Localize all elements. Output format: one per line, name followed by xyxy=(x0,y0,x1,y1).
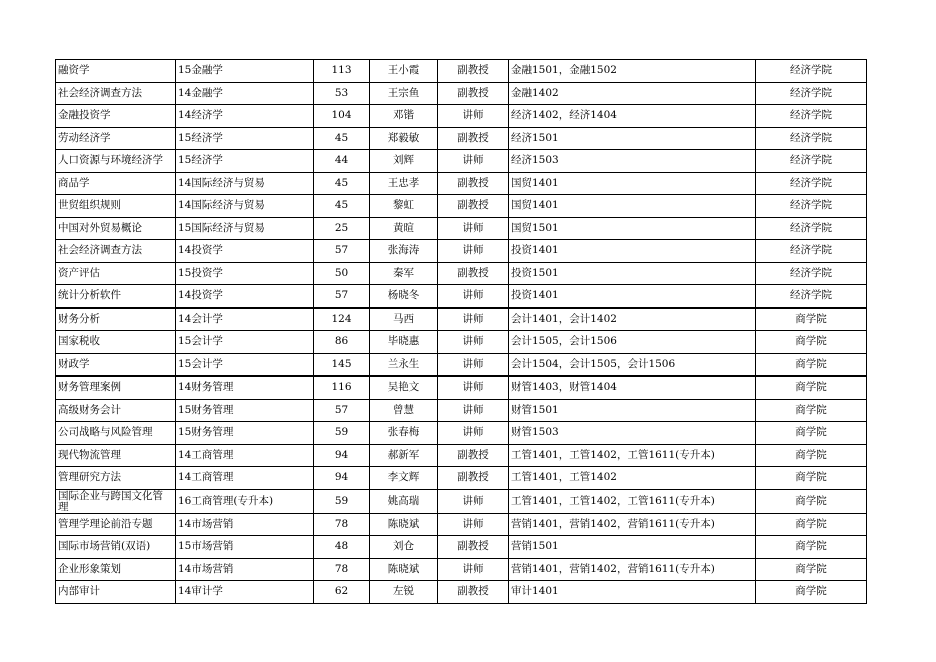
classes-cell: 财管1503 xyxy=(509,422,756,445)
classes-cell: 审计1401 xyxy=(509,581,756,604)
class-group-cell: 14市场营销 xyxy=(176,513,314,536)
class-group-cell: 14金融学 xyxy=(176,82,314,105)
table-row xyxy=(56,581,867,604)
classes-cell: 会计1401，会计1402 xyxy=(509,308,756,331)
classes-cell: 经济1402，经济1404 xyxy=(509,105,756,128)
course-name-cell: 资产评估 xyxy=(56,262,176,285)
classes-cell: 工管1401，工管1402 xyxy=(509,467,756,490)
classes-cell: 国贸1401 xyxy=(509,195,756,218)
table-row xyxy=(56,376,867,399)
student-count-cell: 86 xyxy=(314,331,370,354)
teacher-title-cell: 讲师 xyxy=(438,558,509,581)
course-name-cell: 财务分析 xyxy=(56,308,176,331)
course-name-cell: 财政学 xyxy=(56,353,176,376)
table-row xyxy=(56,82,867,105)
classes-cell: 投资1401 xyxy=(509,240,756,263)
student-count-cell: 59 xyxy=(314,422,370,445)
student-count-cell: 145 xyxy=(314,353,370,376)
teacher-cell: 郝新军 xyxy=(370,444,438,467)
teacher-cell: 黄暄 xyxy=(370,217,438,240)
teacher-title-cell: 副教授 xyxy=(438,536,509,559)
course-name-cell: 公司战略与风险管理 xyxy=(56,422,176,445)
college-cell: 经济学院 xyxy=(756,262,867,285)
college-cell: 经济学院 xyxy=(756,172,867,195)
course-name-cell: 财务管理案例 xyxy=(56,376,176,399)
class-group-cell: 15经济学 xyxy=(176,150,314,173)
class-group-cell: 14经济学 xyxy=(176,105,314,128)
college-cell: 商学院 xyxy=(756,467,867,490)
college-cell: 经济学院 xyxy=(756,127,867,150)
teacher-cell: 毕晓惠 xyxy=(370,331,438,354)
classes-cell: 金融1402 xyxy=(509,82,756,105)
classes-cell: 经济1501 xyxy=(509,127,756,150)
class-group-cell: 14工商管理 xyxy=(176,467,314,490)
class-group-cell: 14国际经济与贸易 xyxy=(176,195,314,218)
teacher-title-cell: 讲师 xyxy=(438,331,509,354)
teacher-title-cell: 副教授 xyxy=(438,82,509,105)
teacher-cell: 陈晓斌 xyxy=(370,558,438,581)
classes-cell: 财管1501 xyxy=(509,399,756,422)
student-count-cell: 62 xyxy=(314,581,370,604)
teacher-cell: 王忠孝 xyxy=(370,172,438,195)
course-name-cell: 商品学 xyxy=(56,172,176,195)
student-count-cell: 78 xyxy=(314,513,370,536)
student-count-cell: 57 xyxy=(314,240,370,263)
college-cell: 经济学院 xyxy=(756,60,867,83)
teacher-title-cell: 讲师 xyxy=(438,489,509,513)
college-cell: 商学院 xyxy=(756,444,867,467)
teacher-title-cell: 副教授 xyxy=(438,581,509,604)
course-name-cell: 社会经济调查方法 xyxy=(56,82,176,105)
college-cell: 商学院 xyxy=(756,331,867,354)
college-cell: 经济学院 xyxy=(756,82,867,105)
table-row xyxy=(56,308,867,331)
teacher-title-cell: 讲师 xyxy=(438,217,509,240)
teacher-title-cell: 讲师 xyxy=(438,105,509,128)
course-name-cell: 企业形象策划 xyxy=(56,558,176,581)
table-row xyxy=(56,513,867,536)
student-count-cell: 44 xyxy=(314,150,370,173)
classes-cell: 营销1401，营销1402，营销1611(专升本) xyxy=(509,558,756,581)
college-cell: 经济学院 xyxy=(756,105,867,128)
table-row xyxy=(56,444,867,467)
teacher-cell: 李文辉 xyxy=(370,467,438,490)
table-row xyxy=(56,489,867,513)
table-row xyxy=(56,422,867,445)
course-name-cell: 国家税收 xyxy=(56,331,176,354)
class-group-cell: 14工商管理 xyxy=(176,444,314,467)
course-name-cell: 社会经济调查方法 xyxy=(56,240,176,263)
classes-cell: 财管1403，财管1404 xyxy=(509,376,756,399)
class-group-cell: 16工商管理(专升本) xyxy=(176,489,314,513)
teacher-cell: 吴艳文 xyxy=(370,376,438,399)
college-cell: 经济学院 xyxy=(756,150,867,173)
teacher-cell: 秦军 xyxy=(370,262,438,285)
class-group-cell: 14国际经济与贸易 xyxy=(176,172,314,195)
classes-cell: 会计1504，会计1505，会计1506 xyxy=(509,353,756,376)
student-count-cell: 104 xyxy=(314,105,370,128)
student-count-cell: 57 xyxy=(314,285,370,308)
table-row xyxy=(56,285,867,308)
table-row xyxy=(56,105,867,128)
teacher-cell: 刘辉 xyxy=(370,150,438,173)
table-row xyxy=(56,467,867,490)
college-cell: 经济学院 xyxy=(756,195,867,218)
teacher-cell: 张海涛 xyxy=(370,240,438,263)
student-count-cell: 45 xyxy=(314,172,370,195)
class-group-cell: 15市场营销 xyxy=(176,536,314,559)
course-name-cell: 国际企业与跨国文化管理 xyxy=(56,489,176,513)
table-row xyxy=(56,353,867,376)
class-group-cell: 15经济学 xyxy=(176,127,314,150)
teacher-cell: 刘仓 xyxy=(370,536,438,559)
class-group-cell: 15投资学 xyxy=(176,262,314,285)
college-cell: 商学院 xyxy=(756,536,867,559)
teacher-cell: 马西 xyxy=(370,308,438,331)
classes-cell: 国贸1501 xyxy=(509,217,756,240)
student-count-cell: 113 xyxy=(314,60,370,83)
course-schedule-table xyxy=(55,59,867,604)
classes-cell: 会计1505，会计1506 xyxy=(509,331,756,354)
college-cell: 商学院 xyxy=(756,558,867,581)
teacher-title-cell: 讲师 xyxy=(438,399,509,422)
student-count-cell: 48 xyxy=(314,536,370,559)
student-count-cell: 124 xyxy=(314,308,370,331)
course-name-cell: 人口资源与环境经济学 xyxy=(56,150,176,173)
classes-cell: 工管1401，工管1402，工管1611(专升本) xyxy=(509,489,756,513)
teacher-cell: 王宗鱼 xyxy=(370,82,438,105)
student-count-cell: 53 xyxy=(314,82,370,105)
teacher-title-cell: 副教授 xyxy=(438,172,509,195)
classes-cell: 经济1503 xyxy=(509,150,756,173)
course-name-cell: 内部审计 xyxy=(56,581,176,604)
course-name-cell: 世贸组织规则 xyxy=(56,195,176,218)
table-row xyxy=(56,262,867,285)
student-count-cell: 59 xyxy=(314,489,370,513)
student-count-cell: 50 xyxy=(314,262,370,285)
classes-cell: 投资1401 xyxy=(509,285,756,308)
college-cell: 经济学院 xyxy=(756,285,867,308)
class-group-cell: 15会计学 xyxy=(176,331,314,354)
course-name-cell: 中国对外贸易概论 xyxy=(56,217,176,240)
table-row xyxy=(56,558,867,581)
teacher-title-cell: 副教授 xyxy=(438,467,509,490)
college-cell: 商学院 xyxy=(756,513,867,536)
teacher-title-cell: 讲师 xyxy=(438,240,509,263)
class-group-cell: 15财务管理 xyxy=(176,422,314,445)
student-count-cell: 94 xyxy=(314,467,370,490)
class-group-cell: 14审计学 xyxy=(176,581,314,604)
student-count-cell: 57 xyxy=(314,399,370,422)
student-count-cell: 94 xyxy=(314,444,370,467)
college-cell: 商学院 xyxy=(756,581,867,604)
course-name-cell: 国际市场营销(双语) xyxy=(56,536,176,559)
class-group-cell: 14财务管理 xyxy=(176,376,314,399)
course-name-cell: 管理研究方法 xyxy=(56,467,176,490)
table-row xyxy=(56,217,867,240)
teacher-title-cell: 讲师 xyxy=(438,353,509,376)
course-name-cell: 劳动经济学 xyxy=(56,127,176,150)
teacher-title-cell: 讲师 xyxy=(438,308,509,331)
course-name-cell: 现代物流管理 xyxy=(56,444,176,467)
teacher-cell: 陈晓斌 xyxy=(370,513,438,536)
college-cell: 商学院 xyxy=(756,422,867,445)
teacher-title-cell: 讲师 xyxy=(438,150,509,173)
table-row xyxy=(56,240,867,263)
table-row xyxy=(56,150,867,173)
teacher-title-cell: 副教授 xyxy=(438,262,509,285)
class-group-cell: 14会计学 xyxy=(176,308,314,331)
teacher-cell: 张春梅 xyxy=(370,422,438,445)
teacher-title-cell: 讲师 xyxy=(438,422,509,445)
class-group-cell: 14市场营销 xyxy=(176,558,314,581)
college-cell: 经济学院 xyxy=(756,240,867,263)
student-count-cell: 78 xyxy=(314,558,370,581)
teacher-cell: 兰永生 xyxy=(370,353,438,376)
teacher-title-cell: 讲师 xyxy=(438,513,509,536)
college-cell: 商学院 xyxy=(756,489,867,513)
table-row xyxy=(56,127,867,150)
student-count-cell: 116 xyxy=(314,376,370,399)
teacher-cell: 郑毅敏 xyxy=(370,127,438,150)
class-group-cell: 15会计学 xyxy=(176,353,314,376)
college-cell: 商学院 xyxy=(756,308,867,331)
student-count-cell: 45 xyxy=(314,195,370,218)
table-row xyxy=(56,331,867,354)
classes-cell: 工管1401，工管1402，工管1611(专升本) xyxy=(509,444,756,467)
course-name-cell: 统计分析软件 xyxy=(56,285,176,308)
table-row xyxy=(56,536,867,559)
teacher-title-cell: 副教授 xyxy=(438,444,509,467)
class-group-cell: 14投资学 xyxy=(176,285,314,308)
class-group-cell: 14投资学 xyxy=(176,240,314,263)
teacher-cell: 黎虹 xyxy=(370,195,438,218)
college-cell: 经济学院 xyxy=(756,217,867,240)
teacher-title-cell: 讲师 xyxy=(438,285,509,308)
teacher-title-cell: 讲师 xyxy=(438,376,509,399)
course-name-cell: 金融投资学 xyxy=(56,105,176,128)
classes-cell: 国贸1401 xyxy=(509,172,756,195)
student-count-cell: 45 xyxy=(314,127,370,150)
classes-cell: 金融1501，金融1502 xyxy=(509,60,756,83)
teacher-cell: 左锐 xyxy=(370,581,438,604)
teacher-cell: 姚高瑞 xyxy=(370,489,438,513)
table-row xyxy=(56,60,867,83)
teacher-title-cell: 副教授 xyxy=(438,127,509,150)
table-row xyxy=(56,195,867,218)
teacher-title-cell: 副教授 xyxy=(438,60,509,83)
course-name-cell: 融资学 xyxy=(56,60,176,83)
classes-cell: 营销1501 xyxy=(509,536,756,559)
course-name-cell: 管理学理论前沿专题 xyxy=(56,513,176,536)
teacher-cell: 曾慧 xyxy=(370,399,438,422)
student-count-cell: 25 xyxy=(314,217,370,240)
class-group-cell: 15金融学 xyxy=(176,60,314,83)
teacher-cell: 邓锴 xyxy=(370,105,438,128)
course-name-cell: 高级财务会计 xyxy=(56,399,176,422)
teacher-cell: 王小霞 xyxy=(370,60,438,83)
table-row xyxy=(56,399,867,422)
class-group-cell: 15国际经济与贸易 xyxy=(176,217,314,240)
class-group-cell: 15财务管理 xyxy=(176,399,314,422)
college-cell: 商学院 xyxy=(756,376,867,399)
college-cell: 商学院 xyxy=(756,353,867,376)
classes-cell: 投资1501 xyxy=(509,262,756,285)
teacher-title-cell: 副教授 xyxy=(438,195,509,218)
table-row xyxy=(56,172,867,195)
college-cell: 商学院 xyxy=(756,399,867,422)
classes-cell: 营销1401，营销1402，营销1611(专升本) xyxy=(509,513,756,536)
teacher-cell: 杨晓冬 xyxy=(370,285,438,308)
